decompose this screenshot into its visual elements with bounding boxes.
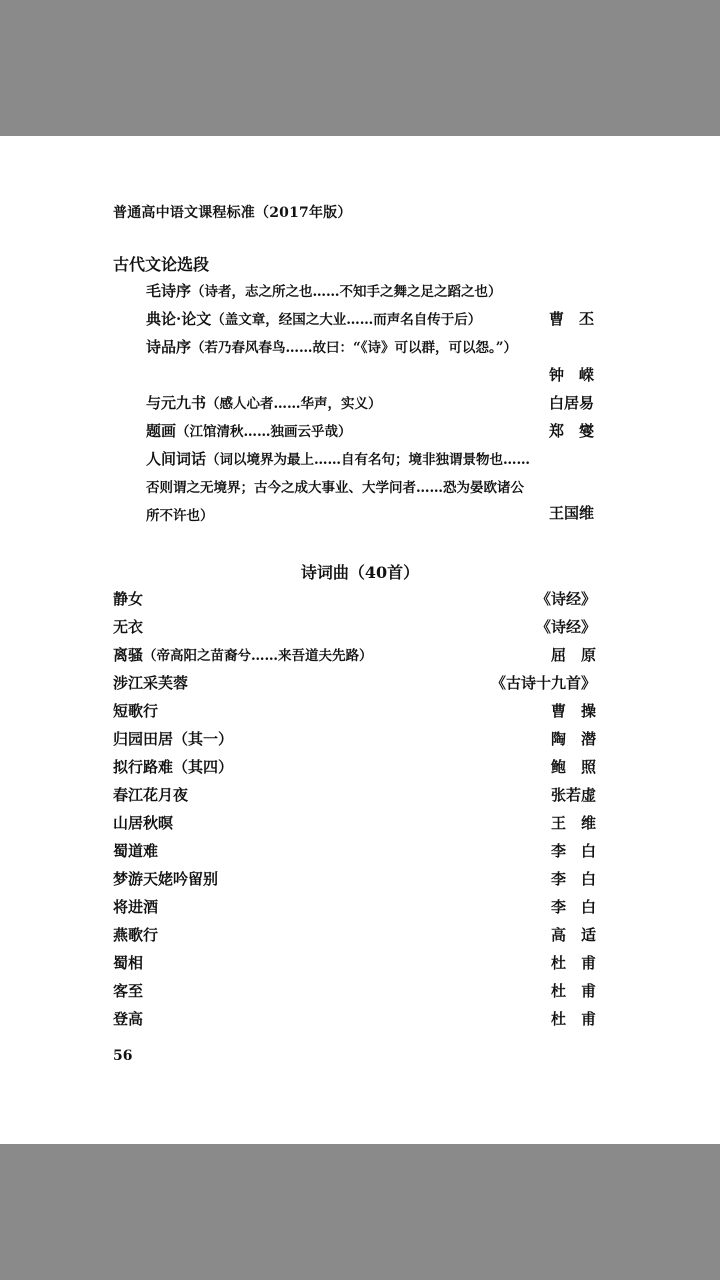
poem-title: 将进酒	[113, 898, 159, 916]
poem-title: 静女	[113, 590, 144, 608]
poem-row	[0, 978, 720, 1006]
poem-title: 燕歌行	[113, 926, 159, 944]
poem-title: 蜀道难	[113, 842, 159, 860]
essay-title: 与元九书	[146, 394, 207, 412]
essay-title: 人间词话	[146, 450, 207, 468]
poem-row	[0, 866, 720, 894]
poem-author: 李 白	[550, 842, 596, 860]
poem-title: 春江花月夜	[113, 786, 189, 804]
essay-author: 郑 燮	[548, 422, 594, 440]
essay-line	[0, 306, 720, 334]
essay-author: 白居易	[548, 394, 594, 412]
poem-row	[0, 950, 720, 978]
poem-title: 归园田居（其一）	[113, 730, 234, 748]
poem-row	[0, 922, 720, 950]
essay-excerpt: （词以境界为最上……自有名句；境非独谓景物也……	[206, 452, 531, 468]
poem-title: 涉江采芙蓉	[113, 674, 189, 692]
poem-title: 登高	[113, 1010, 144, 1028]
essay-title: 诗品序	[146, 338, 192, 356]
page-number: 56	[113, 1048, 133, 1064]
poem-author: 张若虚	[550, 786, 596, 804]
poems-section-title: 诗词曲（40首）	[300, 563, 420, 582]
poem-author: 屈 原	[550, 646, 596, 664]
running-head: 普通高中语文课程标准（2017年版）	[113, 205, 352, 221]
essay-excerpt: （江馆清秋……独画云乎哉）	[176, 424, 352, 440]
poem-row	[0, 698, 720, 726]
poem-author: 陶 潜	[550, 730, 596, 748]
poem-row	[0, 642, 720, 670]
poem-row	[0, 810, 720, 838]
poem-excerpt: （帝高阳之苗裔兮……来吾道夫先路）	[143, 648, 373, 664]
poem-author: 《古诗十九首》	[490, 674, 596, 692]
poem-row	[0, 754, 720, 782]
essay-line	[0, 278, 720, 306]
poem-row	[0, 1006, 720, 1034]
poem-title: 无衣	[113, 618, 144, 636]
poem-author: 曹 操	[550, 702, 596, 720]
essay-line	[0, 334, 720, 362]
essay-author: 钟 嵘	[548, 366, 594, 384]
poem-title: 山居秋暝	[113, 814, 174, 832]
poem-author: 杜 甫	[550, 1010, 596, 1028]
essay-title: 题画	[146, 422, 177, 440]
poem-row	[0, 782, 720, 810]
essay-line	[0, 362, 720, 390]
essay-line	[0, 390, 720, 418]
bottom-grey-bar	[0, 1144, 720, 1280]
poem-author: 鲍 照	[550, 758, 596, 776]
poem-title: 拟行路难（其四）	[113, 758, 234, 776]
section-title: 古代文论选段	[113, 255, 210, 274]
poem-title: 梦游天姥吟留别	[113, 870, 219, 888]
essay-excerpt: （若乃春风春鸟……故曰：“《诗》可以群，可以怨。”）	[191, 340, 518, 356]
poem-row	[0, 586, 720, 614]
essay-author: 曹 丕	[548, 310, 594, 328]
poem-row	[0, 670, 720, 698]
poem-row	[0, 894, 720, 922]
essay-line	[0, 446, 720, 474]
essay-line	[0, 418, 720, 446]
poem-title: 客至	[113, 982, 144, 1000]
document-page	[0, 136, 720, 1144]
poem-author: 杜 甫	[550, 982, 596, 1000]
essay-title: 毛诗序	[146, 282, 192, 300]
essay-title: 典论·论文	[146, 310, 212, 328]
top-grey-bar	[0, 0, 720, 136]
poem-row	[0, 838, 720, 866]
poem-row	[0, 726, 720, 754]
essay-excerpt: （感人心者……华声，实义）	[206, 396, 382, 412]
essay-continuation: 否则谓之无境界；古今之成大事业、大学问者……恐为晏欧诸公	[146, 480, 524, 496]
poem-author: 李 白	[550, 898, 596, 916]
poem-title: 蜀相	[113, 954, 144, 972]
poem-author: 高 适	[550, 926, 596, 944]
poem-author: 李 白	[550, 870, 596, 888]
poem-row	[0, 614, 720, 642]
poem-author: 杜 甫	[550, 954, 596, 972]
poem-author: 《诗经》	[535, 590, 596, 608]
essay-continuation: 所不许也）	[146, 508, 214, 524]
poem-title: 短歌行	[113, 702, 159, 720]
essay-excerpt: （盖文章，经国之大业……而声名自传于后）	[211, 312, 482, 328]
essay-excerpt: （诗者，志之所之也……不知手之舞之足之蹈之也）	[191, 284, 502, 300]
poem-author: 王 维	[550, 814, 596, 832]
essay-author: 王国维	[548, 504, 594, 522]
poem-author: 《诗经》	[535, 618, 596, 636]
poem-title: 离骚	[113, 646, 144, 664]
essay-line	[0, 500, 720, 528]
